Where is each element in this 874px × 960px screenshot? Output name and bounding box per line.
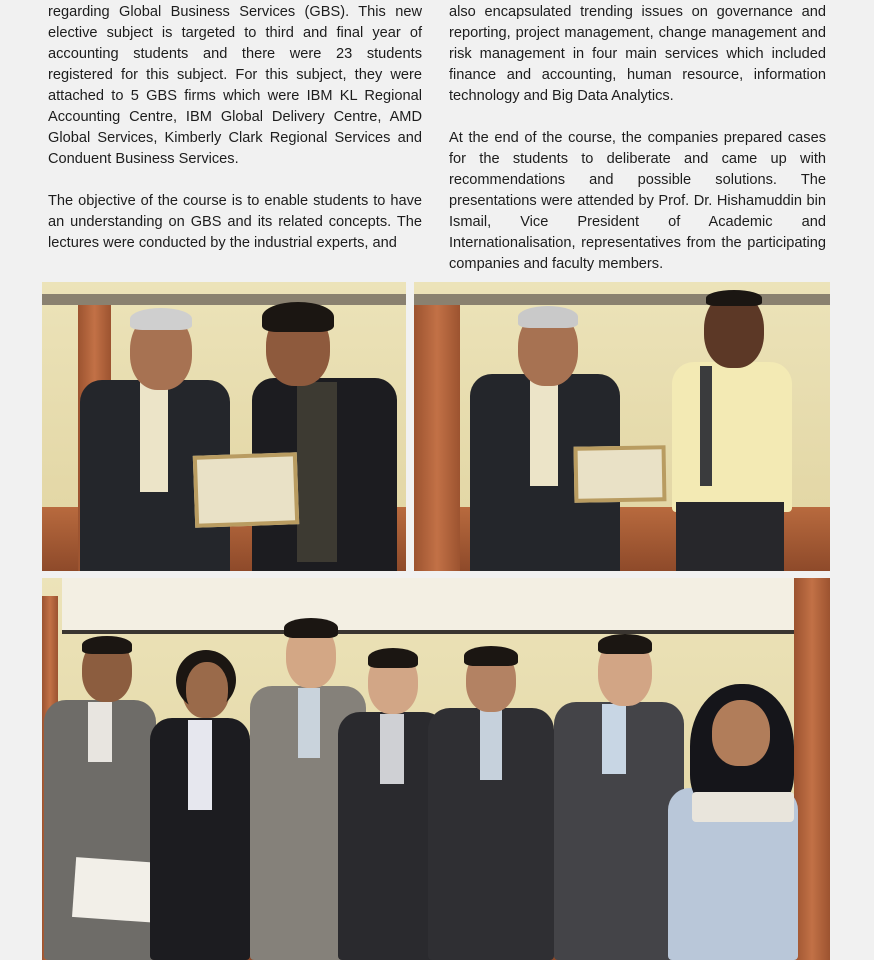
right-paragraph-2: At the end of the course, the companies prepared cases for the students to deliberate and came up with recommendations and possible solutions. The presentations were attended by Prof. Dr. Hishamuddin bin Ismail, Vice President of Academic and Internationalisation, representatives from the participating companies and faculty members. [449, 130, 826, 272]
right-paragraph-1: also encapsulated trending issues on governance and reporting, project management, change management and risk management in four main services which included finance and accounting, human resource, information technology and Big Data Analytics. [449, 4, 826, 104]
left-paragraph-2: The objective of the course is to enable students to have an understanding on GBS and its related concepts. The lectures were conducted by the industrial experts, and [48, 193, 422, 251]
photo-certificate-presentation-1 [42, 282, 406, 571]
photo-certificate-presentation-2 [414, 282, 830, 571]
left-paragraph-1: regarding Global Business Services (GBS). This new elective subject is targeted to third and final year of accounting students and there were 23 students registered for this subject. For this subject, they were attached to 5 GBS firms which were IBM KL Regional Accounting Centre, IBM Global Delivery Centre, AMD Global Services, Kimberly Clark Regional Services and Conduent Business Services. [48, 4, 422, 167]
right-text-column [449, 2, 826, 296]
left-text-column [48, 2, 422, 275]
photo-group [42, 578, 830, 960]
